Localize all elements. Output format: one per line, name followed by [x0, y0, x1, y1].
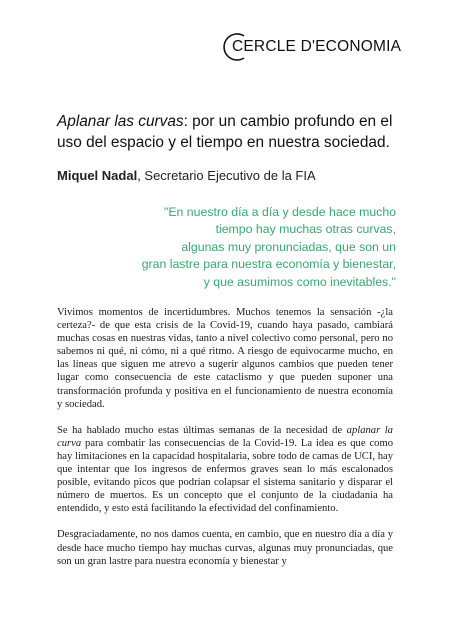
- logo-text: CERCLE D'ECONOMIA: [232, 38, 402, 55]
- article-title: [57, 111, 407, 153]
- quote-line: "En nuestro día a día y desde hace mucho: [163, 205, 396, 219]
- paragraph-2-text: Se ha hablado mucho estas últimas semanas de la necesidad de: [57, 424, 347, 436]
- paragraph-2: [57, 424, 393, 516]
- quote-line: y que asumimos como inevitables.": [203, 274, 396, 289]
- cercle-economia-logo: [218, 30, 418, 64]
- author-role: , Secretario Ejecutivo de la FIA: [137, 168, 316, 183]
- quote-line: tiempo hay muchas otras curvas,: [215, 222, 396, 237]
- pull-quote: [76, 204, 396, 291]
- paragraph-2-italic: aplanar la curva: [57, 424, 393, 449]
- paragraph-1: Vivimos momentos de incertidumbres. Muchos tenemos la sensación -¿la certeza?- de que esta crisis de la Covid-19, cuando haya pasado, cambiará muchas cosas en nuestras vidas, tanto a nivel colectivo como personal, pero no sabemos ni qué, ni cómo, ni a qué ritmo. A riesgo de equivocarme mucho, en las líneas que siguen me atrevo a sugerir algunos cambios que pueden tener lugar como consecuencia de este cataclismo y que pueden suponer una transformación profunda y positiva en el funcionamiento de nuestra economía y sociedad.: [57, 307, 393, 410]
- title-rest: : por un cambio profundo en el uso del espacio y el tiempo en nuestra sociedad.: [57, 113, 393, 151]
- article-body: [57, 306, 393, 581]
- quote-line: gran lastre para nuestra economía y bienestar,: [141, 257, 396, 272]
- author-line: [57, 168, 407, 183]
- paragraph-3: Desgraciadamente, no nos damos cuenta, en cambio, que en nuestro día a día y desde hace mucho tiempo hay muchas curvas, algunas muy pronunciadas, que son un gran lastre para nuestra economía y bienestar y: [57, 529, 393, 567]
- quote-line: algunas muy pronunciadas, que son un: [181, 239, 396, 254]
- author-name: Miquel Nadal: [57, 168, 138, 183]
- title-italic: Aplanar las curvas: [57, 113, 184, 130]
- paragraph-2-text: para combatir las consecuencias de la Covid-19. La idea es que como hay limitaciones en la capacidad hospitalaria, sobre todo de camas de UCI, hay que intentar que los ingresos de enfermos graves sean lo más escalonados posible, evitando picos que podrían colapsar el sistema sanitario y disparar el número de muertos. Es un concepto que el conjunto de la ciudadanía ha entendido, y esto está facilitando la efectividad del confinamiento.: [57, 437, 393, 515]
